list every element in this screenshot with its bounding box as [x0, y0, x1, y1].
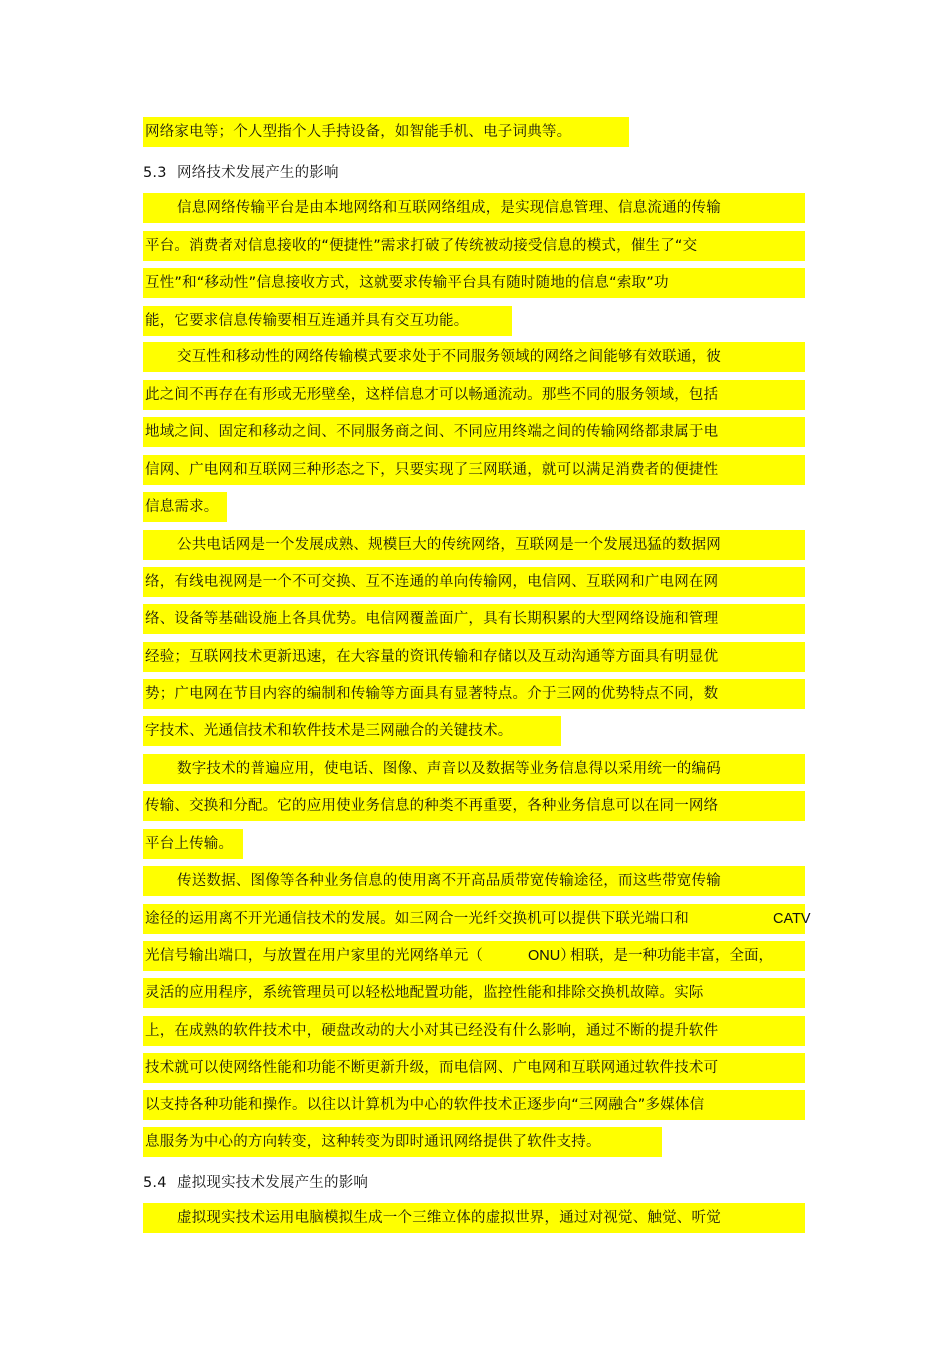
- section-title: 虚拟现实技术发展产生的影响: [177, 1175, 369, 1191]
- paragraph-line-tail: 相联，是一种功能丰富，全面，: [570, 948, 773, 964]
- paragraph-line: 上，在成熟的软件技术中，硬盘改动的大小对其已经没有什么影响，通过不断的提升软件: [143, 1016, 805, 1046]
- section-title: 网络技术发展产生的影响: [177, 165, 339, 181]
- paragraph-line: 地域之间、固定和移动之间、不同服务商之间、不同应用终端之间的传输网络都隶属于电: [143, 417, 805, 447]
- paragraph-line: 息服务为中心的方向转变，这种转变为即时通讯网络提供了软件支持。: [143, 1127, 662, 1157]
- paragraph-line: 技术就可以使网络性能和功能不断更新升级，而电信网、广电网和互联网通过软件技术可: [143, 1053, 805, 1083]
- paragraph-line: 传送数据、图像等各种业务信息的使用离不开高品质带宽传输途径，而这些带宽传输: [143, 866, 805, 896]
- paragraph-line: 公共电话网是一个发展成熟、规模巨大的传统网络，互联网是一个发展迅猛的数据网: [143, 530, 805, 560]
- paragraph-line: 势；广电网在节目内容的编制和传输等方面具有显著特点。介于三网的优势特点不同，数: [143, 679, 805, 709]
- paragraph-line: 数字技术的普遍应用，使电话、图像、声音以及数据等业务信息得以采用统一的编码: [143, 754, 805, 784]
- paragraph-line: 途径的运用离不开光通信技术的发展。如三网合一光纤交换机可以提供下联光端口和: [143, 904, 805, 934]
- paragraph-line: 络、设备等基础设施上各具优势。电信网覆盖面广，具有长期积累的大型网络设施和管理: [143, 604, 805, 634]
- acronym-catv: CATV: [773, 911, 811, 927]
- paragraph-line: 平台。消费者对信息接收的“便捷性”需求打破了传统被动接受信息的模式，催生了“交: [143, 231, 805, 261]
- paragraph-line: 经验；互联网技术更新迅速，在大容量的资讯传输和存储以及互动沟通等方面具有明显优: [143, 642, 805, 672]
- paragraph-line: 传输、交换和分配。它的应用使业务信息的种类不再重要，各种业务信息可以在同一网络: [143, 791, 805, 821]
- paragraph-line: 络，有线电视网是一个不可交换、互不连通的单向传输网，电信网、互联网和广电网在网: [143, 567, 805, 597]
- paragraph-line: 交互性和移动性的网络传输模式要求处于不同服务领域的网络之间能够有效联通，彼: [143, 342, 805, 372]
- paragraph-line: 此之间不再存在有形或无形壁垒，这样信息才可以畅通流动。那些不同的服务领域，包括: [143, 380, 805, 410]
- paragraph-line: 信息网络传输平台是由本地网络和互联网络组成，是实现信息管理、信息流通的传输: [143, 193, 805, 223]
- paragraph-line: 以支持各种功能和操作。以往以计算机为中心的软件技术正逐步向“三网融合”多媒体信: [143, 1090, 805, 1120]
- paragraph-line: 字技术、光通信技术和软件技术是三网融合的关键技术。: [143, 716, 561, 746]
- acronym-onu: ONU）: [528, 948, 575, 964]
- paragraph-line: 信息需求。: [143, 492, 227, 522]
- text-line: 网络家电等；个人型指个人手持设备，如智能手机、电子词典等。: [143, 117, 629, 147]
- section-heading-5-4: [143, 1168, 463, 1198]
- paragraph-line: 互性”和“移动性”信息接收方式，这就要求传输平台具有随时随地的信息“索取”功: [143, 268, 805, 298]
- paragraph-line: 信网、广电网和互联网三种形态之下，只要实现了三网联通，就可以满足消费者的便捷性: [143, 455, 805, 485]
- section-heading-5-3: [143, 158, 443, 188]
- section-number: 5.4: [143, 1175, 167, 1191]
- paragraph-line: 虚拟现实技术运用电脑模拟生成一个三维立体的虚拟世界，通过对视觉、触觉、听觉: [143, 1203, 805, 1233]
- paragraph-line: 平台上传输。: [143, 829, 243, 859]
- paragraph-line: 光信号输出端口，与放置在用户家里的光网络单元（: [143, 941, 805, 971]
- paragraph-line: 灵活的应用程序，系统管理员可以轻松地配置功能，监控性能和排除交换机故障。实际: [143, 978, 805, 1008]
- section-number: 5.3: [143, 165, 167, 181]
- paragraph-line: 能，它要求信息传输要相互连通并具有交互功能。: [143, 306, 512, 336]
